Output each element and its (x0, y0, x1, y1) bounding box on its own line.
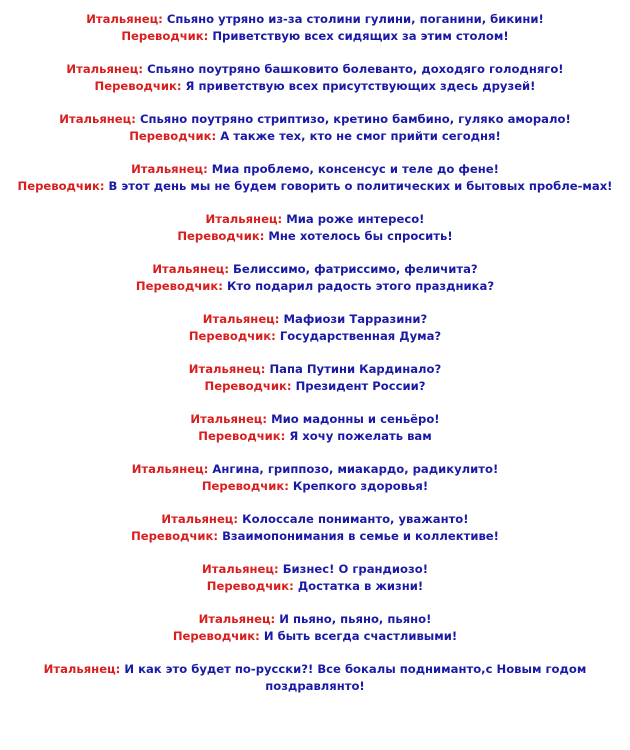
line-text: Миа роже интересо! (286, 212, 425, 226)
speaker-label: Итальянец: (188, 362, 266, 376)
speaker-label: Итальянец: (131, 162, 208, 176)
italian-line (0, 61, 630, 78)
translator-line (0, 528, 630, 545)
speaker-label: Переводчик: (129, 129, 217, 143)
translator-line (0, 128, 630, 145)
speaker-label: Переводчик: (188, 329, 276, 343)
line-text: Колоссале пониманто, уважанто! (242, 512, 469, 526)
line-text: И быть всегда счастливыми! (263, 629, 458, 643)
dialogue-block (0, 661, 630, 695)
line-text: Президент России? (295, 379, 426, 393)
speaker-label: Итальянец: (66, 62, 144, 76)
line-text: Кто подарил радость этого праздника? (226, 279, 495, 293)
line-text: Миа проблемо, консенсус и теле до фене! (211, 162, 499, 176)
speaker-label: Итальянец: (198, 612, 276, 626)
speaker-label: Переводчик: (177, 229, 265, 243)
speaker-label: Переводчик: (121, 29, 209, 43)
line-text: Я приветствую всех присутствующих здесь друзей! (185, 79, 536, 93)
speaker-label: Итальянец: (202, 312, 280, 326)
line-text: Ангина, гриппозо, миакардо, радикулито! (212, 462, 499, 476)
speaker-label: Переводчик: (17, 179, 105, 193)
line-text: Приветствую всех сидящих за этим столом! (212, 29, 509, 43)
speaker-label: Итальянец: (131, 462, 209, 476)
speaker-label: Итальянец: (86, 12, 163, 26)
translator-line (0, 428, 630, 445)
line-text: И как это будет по-русски?! Все бокалы подниманто,с Новым годом поздравлянто! (124, 662, 587, 693)
dialogue-block (0, 511, 630, 545)
italian-line (0, 361, 630, 378)
dialogue-block (0, 111, 630, 145)
speaker-label: Переводчик: (172, 629, 260, 643)
speaker-label: Итальянец: (161, 512, 239, 526)
dialogue-block (0, 211, 630, 245)
italian-line (0, 561, 630, 578)
italian-line (0, 511, 630, 528)
translator-line (0, 28, 630, 45)
translator-line (0, 328, 630, 345)
italian-line (0, 11, 630, 28)
speaker-label: Итальянец: (59, 112, 136, 126)
line-text: Папа Путини Кардинало? (269, 362, 442, 376)
line-text: Спьяно утряно из-за столини гулини, поганини, бикини! (166, 12, 544, 26)
italian-line (0, 611, 630, 628)
italian-line (0, 161, 630, 178)
line-text: Я хочу пожелать вам (289, 429, 432, 443)
translator-line (0, 228, 630, 245)
dialogue-block (0, 261, 630, 295)
translator-line (0, 178, 630, 195)
italian-line (0, 211, 630, 228)
speaker-label: Переводчик: (204, 379, 292, 393)
line-text: Спьяно поутряно башковито болеванто, доходяго голодняго! (147, 62, 564, 76)
translator-line (0, 278, 630, 295)
translator-line (0, 78, 630, 95)
line-text: Бизнес! О грандиозо! (282, 562, 428, 576)
translator-line (0, 578, 630, 595)
line-text: Мне хотелось бы спросить! (268, 229, 453, 243)
line-text: В этот день мы не будем говорить о политических и бытовых пробле-мах! (108, 179, 613, 193)
line-text: И пьяно, пьяно, пьяно! (279, 612, 432, 626)
italian-line (0, 311, 630, 328)
line-text: Взаимопонимания в семье и коллективе! (222, 529, 499, 543)
translator-line (0, 478, 630, 495)
italian-line (0, 111, 630, 128)
line-text: Спьяно поутряно стриптизо, кретино бамбино, гуляко аморало! (139, 112, 571, 126)
italian-line (0, 261, 630, 278)
line-text: Мафиози Тарразини? (283, 312, 428, 326)
dialogue-block (0, 161, 630, 195)
dialogue-block (0, 61, 630, 95)
speaker-label: Переводчик: (198, 429, 286, 443)
line-text: Мио мадонны и сеньёро! (271, 412, 440, 426)
italian-line (0, 661, 630, 695)
italian-line (0, 461, 630, 478)
translator-line (0, 628, 630, 645)
dialogue-block (0, 561, 630, 595)
speaker-label: Итальянец: (43, 662, 121, 676)
dialogue-block (0, 611, 630, 645)
dialogue-block (0, 461, 630, 495)
dialogue-block (0, 11, 630, 45)
translator-line (0, 378, 630, 395)
dialogue-block (0, 361, 630, 395)
dialogue-block (0, 311, 630, 345)
line-text: А также тех, кто не смог прийти сегодня! (220, 129, 501, 143)
speaker-label: Переводчик: (131, 529, 219, 543)
speaker-label: Переводчик: (135, 279, 223, 293)
speaker-label: Переводчик: (206, 579, 294, 593)
line-text: Достатка в жизни! (297, 579, 424, 593)
speaker-label: Итальянец: (202, 562, 279, 576)
line-text: Крепкого здоровья! (292, 479, 429, 493)
speaker-label: Итальянец: (205, 212, 283, 226)
speaker-label: Итальянец: (152, 262, 229, 276)
speaker-label: Итальянец: (190, 412, 268, 426)
dialogue-block (0, 411, 630, 445)
line-text: Белиссимо, фатриссимо, феличита? (233, 262, 478, 276)
italian-line (0, 411, 630, 428)
speaker-label: Переводчик: (94, 79, 182, 93)
line-text: Государственная Дума? (279, 329, 442, 343)
speaker-label: Переводчик: (201, 479, 289, 493)
